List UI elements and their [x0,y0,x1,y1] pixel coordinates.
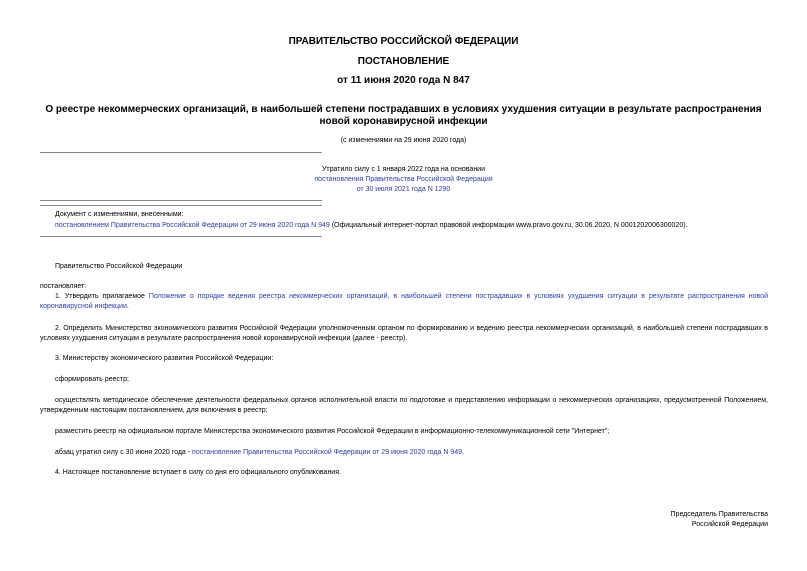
divider [40,236,322,237]
item-3-d: абзац утратил силу с 30 июня 2020 года - постановление Правительства Российской Федерации от 29 июня 2020 года N 949. [55,449,464,456]
item-1: 1. Утвердить прилагаемое Положение о порядке ведения реестра некоммерческих организаций, в наибольшей степени пострадавших в условиях ухудшения ситуации в результате распространения новой коронавирусной инфекции. [40,293,768,310]
item-3-b: осуществлять методическое обеспечение деятельности федеральных органов исполнительной власти по подготовке и представлению информации о некоммерческих организациях, предусмотренной Положением, утвержденным настоящим постановлением, для включения в реестр; [40,397,768,414]
amendment-source: (Официальный интернет-портал правовой информации www.pravo.gov.ru, 30.06.2020, N 0001202006300020). [329,222,688,229]
item-2: 2. Определить Министерство экономического развития Российской Федерации уполномоченным органом по формированию и ведению реестра некоммерческих организаций, в наибольшей степени пострадавших в условиях ухудшения ситуации в результате распространения новой коронавирусной инфекции (далее - реестр). [40,325,768,342]
document-type: ПОСТАНОВЛЕНИЕ [357,56,450,67]
divider [40,205,322,206]
regulation-link[interactable]: Положение о порядке ведения реестра некоммерческих организаций, в наибольшей степени пострадавших в условиях ухудшения ситуации в результате распространения новой коронавирусной инфекции [40,293,768,310]
item-3-c: разместить реестр на официальном портале Министерства экономического развития Российской Федерации в информационно-телекоммуникационной сети "Интернет"; [55,428,610,435]
repeal-act-link[interactable]: постановления Правительства Российской Федерации [314,176,493,183]
amending-act-link[interactable]: постановление Правительства Российской Федерации от 29 июня 2020 года N 949 [192,449,462,456]
government-line: Правительство Российской Федерации [55,263,183,270]
issuer-heading: ПРАВИТЕЛЬСТВО РОССИЙСКОЙ ФЕДЕРАЦИИ [288,36,519,47]
document-title: О реестре некоммерческих организаций, в наибольшей степени пострадавших в условиях ухудшения ситуации в результате распространения новой коронавирусной инфекции [45,104,762,127]
divider [40,200,322,201]
revision-note: (с изменениями на 29 июня 2020 года) [340,137,467,144]
divider [40,152,322,153]
date-and-number: от 11 июня 2020 года N 847 [337,75,470,86]
item-3: 3. Министерству экономического развития Российской Федерации: [55,355,274,362]
item-3-a: сформировать реестр; [55,376,129,383]
amendments-intro: Документ с изменениями, внесенными: [55,211,184,218]
item-4: 4. Настоящее постановление вступает в силу со дня его официального опубликования. [55,469,341,476]
validity-text: Утратило силу с 1 января 2022 года на основании [321,166,486,173]
signature-title: Председатель Правительства [670,511,768,518]
amendments-line [55,221,775,231]
signature-org: Российской Федерации [691,521,768,528]
amendment-act-link[interactable]: постановлением Правительства Российской Федерации от 29 июня 2020 года N 949 [55,222,330,229]
resolves-line: постановляет: [40,283,87,290]
repeal-act-date-link[interactable]: от 30 июля 2021 года N 1290 [356,186,451,193]
